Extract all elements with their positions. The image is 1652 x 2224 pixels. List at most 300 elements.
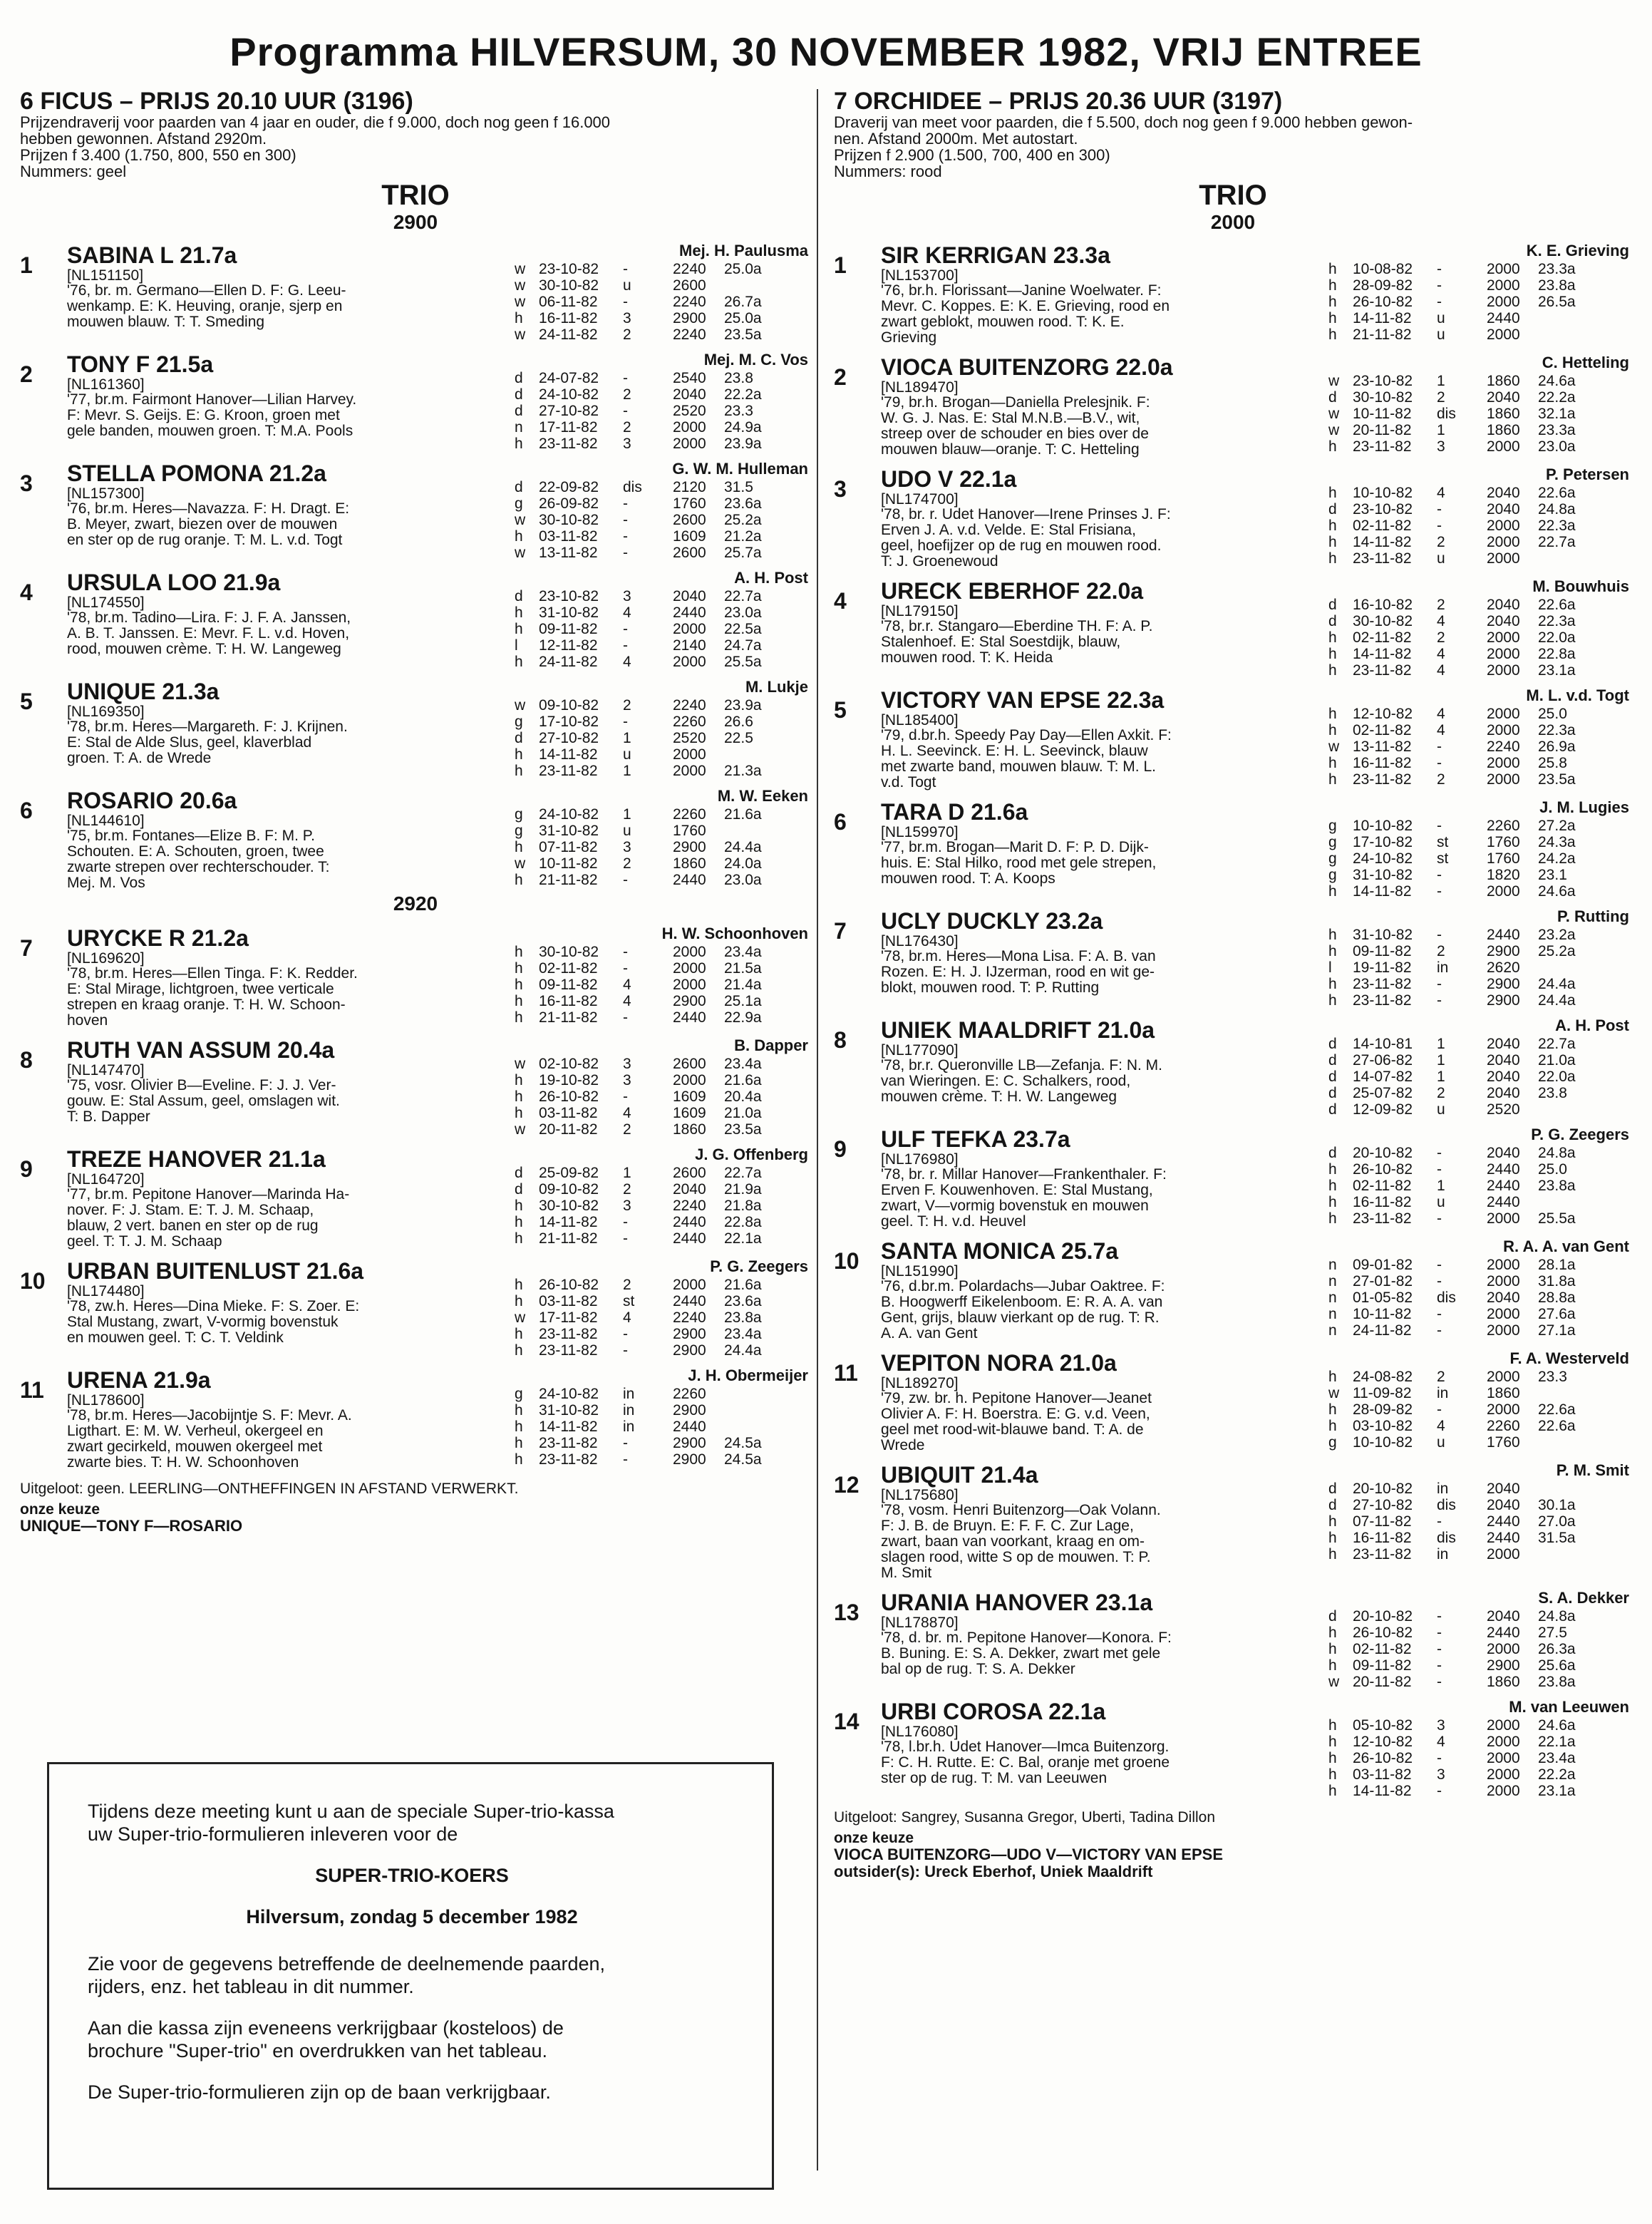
run-time: 22.6a xyxy=(1538,1401,1576,1418)
run-time: 22.6a xyxy=(1538,597,1576,613)
horse-info xyxy=(881,908,1324,1009)
run-row xyxy=(515,1121,811,1138)
run-distance: 2000 xyxy=(673,944,706,960)
track-code: g xyxy=(515,495,523,512)
track-code: d xyxy=(1328,1497,1337,1513)
track-code: w xyxy=(1328,1674,1340,1690)
run-distance: 2040 xyxy=(1487,1069,1520,1085)
run-time: 22.5 xyxy=(724,730,753,746)
run-place: - xyxy=(1437,1513,1442,1530)
run-date: 17-11-82 xyxy=(539,1309,598,1326)
run-distance: 2900 xyxy=(673,993,706,1009)
run-date: 02-11-82 xyxy=(1353,629,1412,646)
run-date: 23-11-82 xyxy=(539,1451,598,1468)
run-date: 20-10-82 xyxy=(1353,1608,1413,1625)
run-row xyxy=(515,1451,811,1468)
run-date: 21-11-82 xyxy=(539,1009,598,1026)
run-distance: 2040 xyxy=(1487,1608,1520,1625)
run-time: 23.8a xyxy=(1538,1178,1576,1194)
track-code: g xyxy=(515,806,523,823)
run-distance: 2900 xyxy=(673,1451,706,1468)
run-place: - xyxy=(1437,1210,1442,1227)
run-date: 26-10-82 xyxy=(1353,1161,1413,1178)
description-line: zwart geblokt, mouwen rood. T: K. E. xyxy=(881,314,1125,330)
run-place: 1 xyxy=(1437,373,1445,389)
run-date: 14-11-82 xyxy=(1353,310,1412,326)
run-place: - xyxy=(623,403,628,419)
horse-description xyxy=(881,1739,1324,1786)
column-divider xyxy=(817,89,818,2171)
run-date: 12-11-82 xyxy=(539,637,598,654)
description-line: geel met rood-wit-blauwe band. T: A. de xyxy=(881,1421,1144,1438)
run-time: 23.6a xyxy=(724,495,762,512)
description-line: '78, br. r. Millar Hanover—Frankenthaler. F: xyxy=(881,1166,1167,1183)
keuze-label: onze keuze xyxy=(834,1830,914,1846)
run-distance: 2040 xyxy=(1487,1145,1520,1161)
horse-number: 11 xyxy=(834,1360,858,1386)
run-row xyxy=(1328,1257,1632,1273)
run-date: 23-10-82 xyxy=(1353,501,1413,518)
description-line: H. L. Seevinck. E: H. L. Seevinck, blauw xyxy=(881,743,1148,759)
horse-info xyxy=(67,925,510,1029)
run-date: 09-11-82 xyxy=(539,621,598,637)
description-line: Erven F. Kouwenhoven. E: Stal Mustang, xyxy=(881,1182,1153,1198)
run-place: - xyxy=(1437,1161,1442,1178)
track-code: g xyxy=(515,1386,523,1402)
horse-entry xyxy=(20,570,811,670)
horse-name: TARA D 21.6a xyxy=(881,799,1028,825)
horse-info xyxy=(881,242,1324,346)
run-date: 27-06-82 xyxy=(1353,1052,1413,1069)
run-row xyxy=(1328,518,1632,534)
horse-description xyxy=(67,392,510,439)
run-time: 23.4a xyxy=(724,944,762,960)
description-line: '75, br.m. Fontanes—Elize B. F: M. P. xyxy=(67,828,315,844)
run-row xyxy=(515,294,811,310)
run-row xyxy=(1328,976,1632,992)
horse-info xyxy=(67,570,510,670)
run-time: 23.2a xyxy=(1538,927,1576,943)
run-time: 23.8 xyxy=(1538,1085,1567,1101)
run-date: 26-10-82 xyxy=(1353,294,1413,310)
trainer-name: M. W. Eeken xyxy=(717,787,808,805)
run-distance: 2620 xyxy=(1487,959,1520,976)
run-distance: 2440 xyxy=(673,1293,706,1309)
run-place: - xyxy=(1437,867,1442,883)
track-code: h xyxy=(1328,1194,1337,1210)
run-place: - xyxy=(623,261,628,277)
run-time: 22.1a xyxy=(724,1230,762,1247)
run-row xyxy=(515,1072,811,1088)
track-code: h xyxy=(1328,310,1337,326)
run-date: 14-10-81 xyxy=(1353,1036,1413,1052)
trainer-name: P. G. Zeegers xyxy=(710,1257,808,1275)
run-place: in xyxy=(623,1419,635,1435)
trainer-name: P. Petersen xyxy=(1545,465,1629,483)
run-time: 31.5a xyxy=(1538,1530,1576,1546)
run-row xyxy=(1328,1052,1632,1069)
track-code: d xyxy=(515,386,523,403)
run-date: 20-11-82 xyxy=(1353,422,1412,438)
run-date: 23-11-82 xyxy=(1353,992,1412,1009)
description-line: T: B. Dapper xyxy=(67,1108,150,1125)
trainer-name: K. E. Grieving xyxy=(1526,242,1629,259)
track-code: w xyxy=(1328,373,1340,389)
track-code: h xyxy=(1328,1513,1337,1530)
track-code: h xyxy=(515,746,523,763)
run-time xyxy=(1538,1194,1632,1210)
race-footer: Uitgeloot: geen. LEERLING—ONTHEFFINGEN IN AFSTAND VERWERKT. xyxy=(20,1481,519,1497)
run-row xyxy=(1328,1766,1632,1783)
track-code: h xyxy=(515,436,523,452)
run-distance: 2440 xyxy=(673,1419,706,1435)
run-distance: 2000 xyxy=(673,1277,706,1293)
run-time: 25.0 xyxy=(1538,706,1567,722)
trainer-name: A. H. Post xyxy=(734,569,808,587)
run-row xyxy=(515,310,811,326)
run-row xyxy=(515,823,811,839)
run-time xyxy=(1538,1101,1632,1118)
run-row xyxy=(1328,943,1632,959)
run-time: 28.1a xyxy=(1538,1257,1576,1273)
run-row xyxy=(1328,706,1632,722)
description-line: '78, br.r. Stangaro—Eberdine TH. F: A. P. xyxy=(881,618,1153,634)
run-row xyxy=(1328,1369,1632,1385)
horse-entry xyxy=(20,1367,811,1471)
horse-record xyxy=(515,788,811,891)
run-time: 22.6a xyxy=(1538,1418,1576,1434)
run-distance: 2040 xyxy=(673,588,706,604)
trainer-name: C. Hetteling xyxy=(1542,354,1629,371)
description-line: F: C. H. Rutte. E: C. Bal, oranje met groene xyxy=(881,1754,1170,1771)
run-time: 22.3a xyxy=(1538,613,1576,629)
run-distance: 2440 xyxy=(1487,1625,1520,1641)
description-line: '79, zw. br. h. Pepitone Hanover—Jeanet xyxy=(881,1390,1152,1406)
horse-record xyxy=(1328,1126,1632,1230)
run-time: 25.6a xyxy=(1538,1657,1576,1674)
description-line: zwarte strepen over rechterschouder. T: xyxy=(67,859,330,875)
description-line: '78, br.m. Heres—Mona Lisa. F: A. B. van xyxy=(881,948,1156,964)
run-date: 09-01-82 xyxy=(1353,1257,1413,1273)
description-line: '76, br.h. Florissant—Janine Woelwater. F: xyxy=(881,282,1162,299)
run-row xyxy=(515,1056,811,1072)
run-date: 23-11-82 xyxy=(1353,771,1412,788)
run-date: 14-11-82 xyxy=(1353,534,1412,550)
run-distance: 2900 xyxy=(673,839,706,855)
description-line: gele banden, mouwen groen. T: M.A. Pools xyxy=(67,423,353,439)
track-code: h xyxy=(1328,1641,1337,1657)
run-date: 02-10-82 xyxy=(539,1056,599,1072)
run-date: 14-11-82 xyxy=(1353,1783,1412,1799)
horse-number: 7 xyxy=(20,935,33,961)
run-distance: 2260 xyxy=(673,714,706,730)
track-code: h xyxy=(1328,976,1337,992)
horse-info xyxy=(67,788,510,891)
run-distance: 2900 xyxy=(1487,943,1520,959)
horse-info xyxy=(881,1350,1324,1453)
recent-runs xyxy=(1328,1036,1632,1118)
horse-registration: [NL157300] xyxy=(67,485,145,502)
track-code: w xyxy=(515,261,526,277)
track-code: d xyxy=(1328,1145,1337,1161)
track-code: h xyxy=(1328,883,1337,900)
run-row xyxy=(1328,850,1632,867)
run-place: - xyxy=(1437,1306,1442,1322)
run-place: 4 xyxy=(1437,485,1445,501)
distance-label: 2900 xyxy=(393,211,438,233)
run-place: 3 xyxy=(623,310,631,326)
run-distance: 2120 xyxy=(673,479,706,495)
horse-description xyxy=(67,966,510,1029)
run-place: 2 xyxy=(623,419,631,436)
recent-runs xyxy=(1328,818,1632,900)
run-date: 24-11-82 xyxy=(539,326,598,343)
run-date: 03-11-82 xyxy=(539,1105,598,1121)
run-row xyxy=(515,697,811,714)
description-line: en mouwen geel. T: C. T. Veldink xyxy=(67,1329,284,1346)
horse-record xyxy=(515,1037,811,1138)
horse-name: URENA 21.9a xyxy=(67,1367,211,1393)
track-code: h xyxy=(515,1402,523,1419)
run-row xyxy=(1328,326,1632,343)
recent-runs xyxy=(515,697,811,779)
track-code: h xyxy=(1328,550,1337,567)
run-time: 21.8a xyxy=(724,1198,762,1214)
horse-info xyxy=(881,354,1324,458)
run-time: 26.9a xyxy=(1538,738,1576,755)
keuze-label: onze keuze xyxy=(20,1501,100,1518)
track-code: n xyxy=(1328,1273,1337,1289)
run-distance: 2000 xyxy=(1487,1641,1520,1657)
run-place: u xyxy=(1437,550,1445,567)
horse-description xyxy=(67,828,510,891)
run-place: - xyxy=(623,1435,628,1451)
race-7-column xyxy=(834,88,1632,1880)
run-place: - xyxy=(1437,1401,1442,1418)
horse-entry xyxy=(834,1590,1632,1690)
run-time: 23.1a xyxy=(1538,1783,1576,1799)
track-code: d xyxy=(515,403,523,419)
run-row xyxy=(515,763,811,779)
track-code: n xyxy=(515,419,523,436)
horse-record xyxy=(1328,1017,1632,1118)
horse-registration: [NL151990] xyxy=(881,1263,959,1280)
track-code: g xyxy=(1328,834,1337,850)
horse-record xyxy=(515,570,811,670)
description-line: van Wieringen. E: C. Schalkers, rood, xyxy=(881,1073,1131,1089)
run-place: 4 xyxy=(623,604,631,621)
track-code: h xyxy=(515,1009,523,1026)
horse-name: SABINA L 21.7a xyxy=(67,242,237,268)
run-time: 26.7a xyxy=(724,294,762,310)
run-place: dis xyxy=(1437,406,1456,422)
run-date: 24-11-82 xyxy=(1353,1322,1412,1339)
horse-info xyxy=(67,1037,510,1138)
track-code: d xyxy=(1328,1069,1337,1085)
run-row xyxy=(1328,1608,1632,1625)
run-date: 21-11-82 xyxy=(539,872,598,888)
description-line: huis. E: Stal Hilko, rood met gele strepen, xyxy=(881,855,1157,871)
run-time: 21.0a xyxy=(1538,1052,1576,1069)
run-distance: 2000 xyxy=(1487,1210,1520,1227)
track-code: h xyxy=(1328,261,1337,277)
track-code: h xyxy=(515,1451,523,1468)
recent-runs xyxy=(515,806,811,888)
run-place: - xyxy=(1437,1674,1442,1690)
run-time xyxy=(1538,550,1632,567)
run-time: 24.6a xyxy=(1538,883,1576,900)
horse-description xyxy=(881,728,1324,791)
run-date: 23-11-82 xyxy=(539,1435,598,1451)
description-line: '77, br.m. Brogan—Marit D. F: P. D. Dijk- xyxy=(881,839,1149,855)
run-row xyxy=(1328,1674,1632,1690)
run-place: in xyxy=(1437,1481,1449,1497)
run-place: dis xyxy=(1437,1289,1456,1306)
description-line: Schouten. E: A. Schouten, groen, twee xyxy=(67,843,324,860)
description-line: mouwen blauw—oranje. T: C. Hetteling xyxy=(881,441,1140,458)
description-line: Wrede xyxy=(881,1437,925,1453)
horse-entry xyxy=(834,1699,1632,1799)
run-date: 31-10-82 xyxy=(1353,867,1413,883)
horse-number: 1 xyxy=(20,252,33,278)
run-distance: 1760 xyxy=(1487,834,1520,850)
horse-registration: [NL153700] xyxy=(881,267,959,284)
run-row xyxy=(1328,1750,1632,1766)
run-distance: 2000 xyxy=(1487,771,1520,788)
run-date: 07-11-82 xyxy=(1353,1513,1412,1530)
track-code: h xyxy=(515,1198,523,1214)
horse-record xyxy=(1328,1238,1632,1342)
track-code: h xyxy=(1328,438,1337,455)
track-code: d xyxy=(1328,613,1337,629)
run-distance: 1609 xyxy=(673,1088,706,1105)
run-distance: 2000 xyxy=(1487,755,1520,771)
run-place: 3 xyxy=(623,1072,631,1088)
horse-registration: [NL144610] xyxy=(67,813,145,829)
horse-number: 6 xyxy=(20,798,33,823)
run-row xyxy=(515,714,811,730)
run-time: 31.8a xyxy=(1538,1273,1576,1289)
horse-entry xyxy=(834,354,1632,458)
run-time: 24.2a xyxy=(1538,850,1576,867)
run-time xyxy=(1538,1481,1632,1497)
track-code: h xyxy=(515,621,523,637)
run-time: 21.4a xyxy=(724,977,762,993)
track-code: w xyxy=(515,545,526,561)
condition-line: nen. Afstand 2000m. Met autostart. xyxy=(834,130,1078,148)
run-time: 23.4a xyxy=(1538,1750,1576,1766)
recent-runs xyxy=(1328,261,1632,343)
run-distance: 2000 xyxy=(1487,534,1520,550)
track-code: h xyxy=(1328,1418,1337,1434)
run-date: 23-11-82 xyxy=(539,763,598,779)
horse-entry xyxy=(834,1238,1632,1342)
recent-runs xyxy=(515,1165,811,1247)
run-time: 22.6a xyxy=(1538,485,1576,501)
run-time: 27.2a xyxy=(1538,818,1576,834)
run-date: 10-10-82 xyxy=(1353,818,1413,834)
run-date: 12-09-82 xyxy=(1353,1101,1413,1118)
run-time: 23.5a xyxy=(724,326,762,343)
run-time: 22.7a xyxy=(724,1165,762,1181)
horse-entry xyxy=(834,1350,1632,1453)
horse-name: URYCKE R 21.2a xyxy=(67,925,249,951)
condition-line: Draverij van meet voor paarden, die f 5.500, doch nog geen f 9.000 hebben gewon- xyxy=(834,113,1413,131)
run-place: 1 xyxy=(623,763,631,779)
track-code: h xyxy=(515,872,523,888)
run-row xyxy=(515,588,811,604)
run-date: 09-10-82 xyxy=(539,1181,599,1198)
recent-runs xyxy=(515,1277,811,1359)
recent-runs xyxy=(515,479,811,561)
description-line: Ligthart. E: M. W. Verheul, okergeel en xyxy=(67,1423,324,1439)
description-line: W. G. J. Nas. E: Stal M.N.B.—B.V., wit, xyxy=(881,410,1140,426)
run-distance: 2440 xyxy=(673,1214,706,1230)
keuze-pick: VIOCA BUITENZORG—UDO V—VICTORY VAN EPSE xyxy=(834,1845,1223,1863)
run-place: - xyxy=(623,960,628,977)
description-line: '78, br. r. Udet Hanover—Irene Prinses J. F: xyxy=(881,506,1171,522)
description-line: blokt, mouwen rood. T: P. Rutting xyxy=(881,979,1100,996)
horse-number: 2 xyxy=(834,364,847,390)
run-place: - xyxy=(1437,1257,1442,1273)
run-place: 2 xyxy=(1437,534,1445,550)
run-date: 24-10-82 xyxy=(1353,850,1413,867)
run-distance: 2600 xyxy=(673,1165,706,1181)
run-time: 24.8a xyxy=(1538,501,1576,518)
run-row xyxy=(515,839,811,855)
run-row xyxy=(515,1165,811,1181)
horse-entry xyxy=(834,1462,1632,1581)
run-place: - xyxy=(623,1009,628,1026)
horse-info xyxy=(67,1146,510,1250)
run-distance: 2440 xyxy=(673,1230,706,1247)
horse-description xyxy=(881,1503,1324,1581)
run-distance: 2440 xyxy=(1487,1513,1520,1530)
trainer-name: M. Bouwhuis xyxy=(1532,577,1629,595)
run-distance: 2240 xyxy=(1487,738,1520,755)
run-distance: 2440 xyxy=(1487,1194,1520,1210)
run-time: 23.8 xyxy=(724,370,753,386)
track-code: h xyxy=(1328,277,1337,294)
horse-number: 5 xyxy=(20,689,33,714)
run-row xyxy=(1328,1783,1632,1799)
track-code: w xyxy=(515,294,526,310)
run-time xyxy=(1538,326,1632,343)
horse-name: URSULA LOO 21.9a xyxy=(67,570,281,595)
run-date: 30-10-82 xyxy=(539,944,599,960)
run-time: 25.5a xyxy=(1538,1210,1576,1227)
description-line: wenkamp. E: K. Heuving, oranje, sjerp en xyxy=(67,298,343,314)
run-time xyxy=(724,1386,811,1402)
run-time: 22.0a xyxy=(1538,629,1576,646)
track-code: g xyxy=(1328,818,1337,834)
description-line: Olivier A. F: H. Boerstra. E: G. v.d. Veen, xyxy=(881,1406,1150,1422)
track-code: h xyxy=(1328,1530,1337,1546)
run-date: 23-11-82 xyxy=(1353,438,1412,455)
horse-entry xyxy=(20,1258,811,1359)
run-date: 31-10-82 xyxy=(1353,927,1413,943)
track-code: h xyxy=(515,1435,523,1451)
horse-record xyxy=(515,1146,811,1250)
run-date: 27-01-82 xyxy=(1353,1273,1413,1289)
run-distance: 2000 xyxy=(1487,1369,1520,1385)
horse-number: 9 xyxy=(834,1136,847,1162)
run-place: 2 xyxy=(1437,1085,1445,1101)
run-date: 30-10-82 xyxy=(539,1198,599,1214)
run-place: 1 xyxy=(1437,1036,1445,1052)
trainer-name: J. G. Offenberg xyxy=(695,1146,808,1163)
run-row xyxy=(1328,1145,1632,1161)
